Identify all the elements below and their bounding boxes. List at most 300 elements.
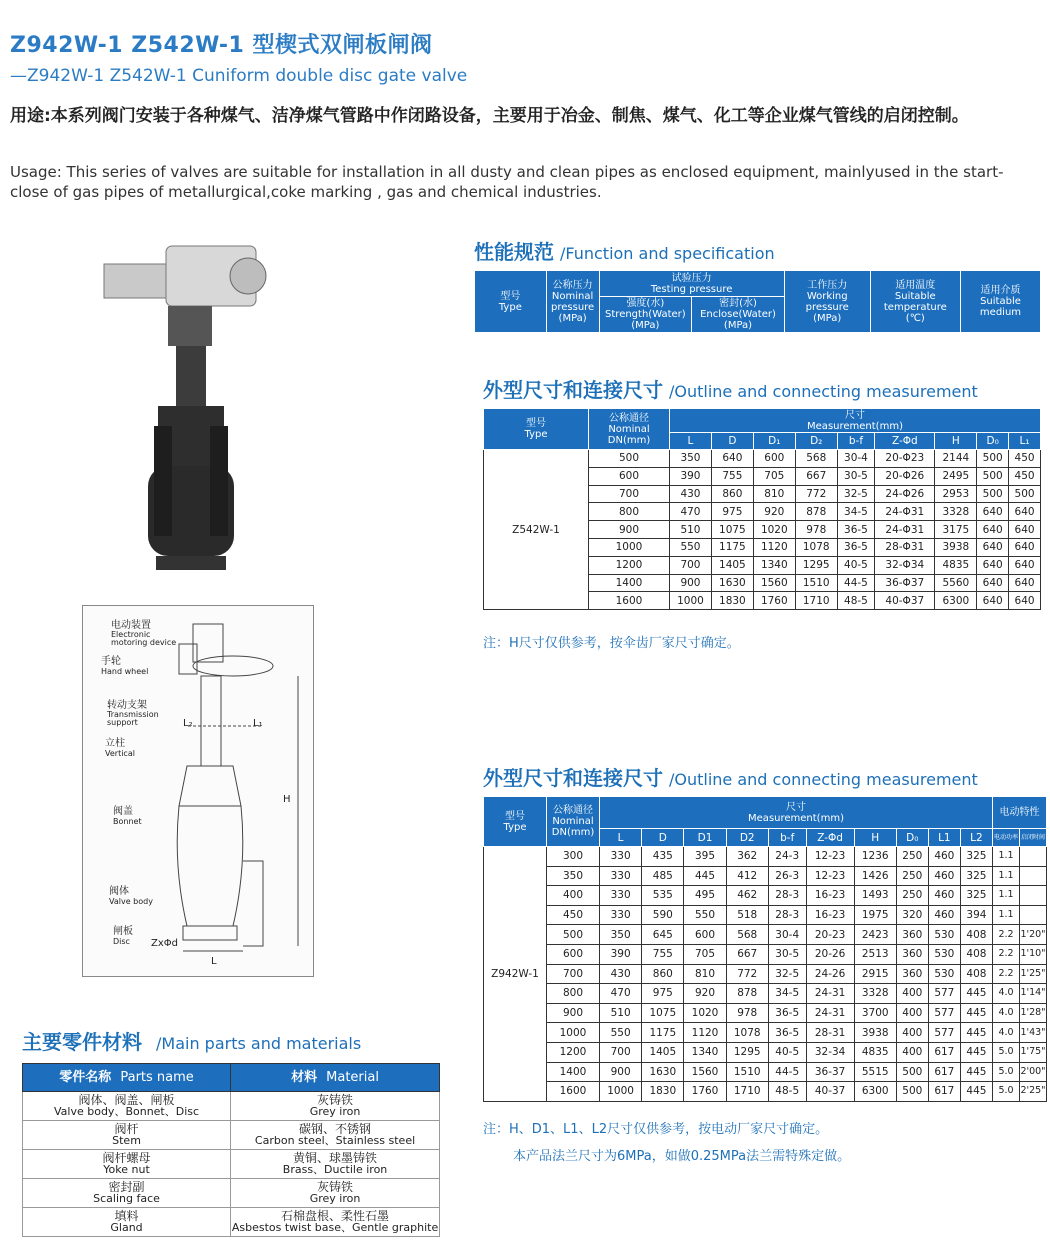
table-cell: 975: [711, 503, 753, 521]
table-cell: 44-5: [837, 574, 875, 592]
table-cell: 4.0: [993, 984, 1020, 1004]
part-name-cell: [23, 1150, 231, 1179]
table-cell: 1200: [547, 1042, 600, 1062]
part-material-cell: [231, 1150, 440, 1179]
table-cell: 590: [642, 905, 684, 925]
table-cell: 530: [928, 925, 960, 945]
material-cn: 黄铜、球墨铸铁: [293, 1151, 378, 1165]
outline2-subcol: L1: [928, 829, 960, 847]
table-cell: 772: [726, 964, 768, 984]
spec-col-medium: 适用介质 Suitable medium: [960, 271, 1040, 333]
table-cell: 445: [960, 1062, 992, 1082]
table-cell: 362: [726, 847, 768, 867]
table-cell: 500: [977, 467, 1009, 485]
table-cell: 36-5: [837, 521, 875, 539]
table-cell: 2495: [935, 467, 977, 485]
table-row: [484, 1042, 1047, 1062]
table-cell: 1'14": [1020, 984, 1047, 1004]
outline2-subcol: D: [642, 829, 684, 847]
table-cell: 550: [670, 538, 712, 556]
part-name-cell: [23, 1179, 231, 1208]
outline1-note: 注：H尺寸仅供参考，按伞齿厂家尺寸确定。: [483, 636, 740, 651]
table-cell: 1710: [795, 592, 837, 610]
table-cell: 640: [711, 450, 753, 468]
outline2-col-elec: 电动特性: [993, 797, 1047, 829]
material-en: Grey iron: [309, 1192, 361, 1205]
table-cell: 24-Φ31: [875, 521, 935, 539]
table-cell: 530: [928, 964, 960, 984]
table-cell: 350: [670, 450, 712, 468]
table-cell: 3938: [935, 538, 977, 556]
table-cell: 1120: [684, 1023, 726, 1043]
table-cell: 3328: [854, 984, 896, 1004]
spec-col-strength: 强度(水) Strength(Water) (MPa): [599, 297, 692, 333]
table-cell: 1'20": [1020, 925, 1047, 945]
outline2-subcol: D1: [684, 829, 726, 847]
table-cell: 878: [726, 984, 768, 1004]
outline1-subcol: L: [670, 433, 712, 450]
outline1-subcol: b-f: [837, 433, 875, 450]
outline2-table: [483, 796, 1047, 1102]
table-cell: 640: [977, 503, 1009, 521]
table-row: [23, 1208, 440, 1237]
outline2-subcol: b-f: [768, 829, 806, 847]
table-row: [484, 1082, 1047, 1102]
part-material-cell: [231, 1179, 440, 1208]
outline2-subcol: H: [854, 829, 896, 847]
table-cell: 5.0: [993, 1042, 1020, 1062]
table-cell: 772: [795, 485, 837, 503]
part-name-cn: 密封副: [108, 1180, 145, 1194]
table-cell: 32-34: [806, 1042, 854, 1062]
table-row: [484, 964, 1047, 984]
label-disc: 闸板 Disc: [113, 926, 133, 946]
table-row: [23, 1150, 440, 1179]
table-cell: 4.0: [993, 1023, 1020, 1043]
table-cell: 1400: [547, 1062, 600, 1082]
table-row: [23, 1179, 440, 1208]
page-subtitle: —Z942W-1 Z542W-1 Cuniform double disc gate valve: [10, 66, 468, 86]
table-cell: 878: [795, 503, 837, 521]
table-cell: 40-5: [768, 1042, 806, 1062]
part-name-cn: 填料: [114, 1209, 139, 1223]
table-cell: 500: [896, 1082, 928, 1102]
table-cell: 1000: [600, 1082, 642, 1102]
table-cell: 510: [670, 521, 712, 539]
table-cell: 3700: [854, 1003, 896, 1023]
table-cell: 24-Φ31: [875, 503, 935, 521]
table-cell: 500: [547, 925, 600, 945]
table-cell: 900: [547, 1003, 600, 1023]
parts-col-material: 材料 Material: [231, 1064, 440, 1092]
table-cell: 34-5: [768, 984, 806, 1004]
table-cell: 12-23: [806, 866, 854, 886]
part-name-cn: 阀体、阀盖、闸板: [78, 1093, 175, 1107]
table-row: [484, 905, 1047, 925]
table-cell: 1510: [795, 574, 837, 592]
table-row: [484, 1003, 1047, 1023]
table-cell: 810: [684, 964, 726, 984]
table-cell: 330: [600, 886, 642, 906]
table-cell: 1600: [547, 1082, 600, 1102]
table-cell: 395: [684, 847, 726, 867]
outline2-elec-subcol: 启闭时间: [1020, 829, 1047, 847]
table-cell: 810: [753, 485, 795, 503]
outline1-col-meas: 尺寸 Measurement(mm): [670, 409, 1041, 433]
part-name-en: Valve body、Bonnet、Disc: [54, 1105, 200, 1118]
table-cell: 640: [1009, 574, 1041, 592]
table-cell: 667: [795, 467, 837, 485]
table-cell: 360: [896, 964, 928, 984]
table-cell: 30-5: [837, 467, 875, 485]
table-cell: 445: [960, 984, 992, 1004]
table-cell: 500: [977, 450, 1009, 468]
table-cell: 645: [642, 925, 684, 945]
part-name-cell: [23, 1208, 231, 1237]
material-en: Brass、Ductile iron: [282, 1163, 388, 1176]
table-cell: 2.2: [993, 944, 1020, 964]
part-name-en: Scaling face: [93, 1192, 160, 1205]
valve-drawing: [82, 605, 314, 977]
table-cell: 4835: [854, 1042, 896, 1062]
table-cell: 5560: [935, 574, 977, 592]
table-cell: 1340: [753, 556, 795, 574]
table-cell: 400: [896, 1042, 928, 1062]
table-cell: 640: [1009, 592, 1041, 610]
table-cell: 350: [547, 866, 600, 886]
table-cell: 975: [642, 984, 684, 1004]
table-cell: 445: [960, 1003, 992, 1023]
table-cell: 2953: [935, 485, 977, 503]
spec-col-pressure: 公称压力 Nominal pressure (MPa): [546, 271, 599, 333]
material-cn: 石棉盘根、柔性石墨: [281, 1209, 390, 1223]
table-cell: 978: [726, 1003, 768, 1023]
table-cell: 1405: [711, 556, 753, 574]
table-cell: 30-5: [768, 944, 806, 964]
outline1-subcol: L₁: [1009, 433, 1041, 450]
parts-heading: 主要零件材料 /Main parts and materials: [22, 1030, 362, 1054]
table-row: [484, 1023, 1047, 1043]
table-cell: 48-5: [837, 592, 875, 610]
spec-col-type: 型号 Type: [475, 271, 547, 333]
outline1-subcol: H: [935, 433, 977, 450]
table-cell: 800: [547, 984, 600, 1004]
spec-col-seal: 密封(水) Enclose(Water) (MPa): [692, 297, 785, 333]
table-cell: 518: [726, 905, 768, 925]
table-cell: 705: [753, 467, 795, 485]
table-cell: 500: [1009, 485, 1041, 503]
outline1-subcol: D₂: [795, 433, 837, 450]
table-cell: 535: [642, 886, 684, 906]
table-cell: 36-37: [806, 1062, 854, 1082]
table-cell: 1175: [642, 1023, 684, 1043]
outline2-subcol: L: [600, 829, 642, 847]
table-cell: 48-5: [768, 1082, 806, 1102]
table-cell: 495: [684, 886, 726, 906]
table-cell: 450: [1009, 450, 1041, 468]
outline1-subcol: D₀: [977, 433, 1009, 450]
table-cell: 1295: [795, 556, 837, 574]
table-cell: 250: [896, 866, 928, 886]
table-cell: 44-5: [768, 1062, 806, 1082]
table-cell: 1400: [589, 574, 670, 592]
label-l1: L₁: [253, 718, 263, 729]
label-handwheel: 手轮 Hand wheel: [101, 656, 149, 676]
table-cell: 1560: [753, 574, 795, 592]
table-cell: 400: [896, 1023, 928, 1043]
outline2-subcol: L2: [960, 829, 992, 847]
outline1-subcol: D₁: [753, 433, 795, 450]
table-cell: 920: [753, 503, 795, 521]
table-cell: 20-26: [806, 944, 854, 964]
table-cell: 640: [1009, 503, 1041, 521]
table-cell: 32-5: [837, 485, 875, 503]
table-cell: 430: [670, 485, 712, 503]
table-cell: 4835: [935, 556, 977, 574]
outline2-note2: 本产品法兰尺寸为6MPa，如做0.25MPa法兰需特殊定做。: [513, 1149, 851, 1164]
table-cell: 1175: [711, 538, 753, 556]
table-cell: 1000: [589, 538, 670, 556]
table-cell: 640: [977, 574, 1009, 592]
outline1-subcol: D: [711, 433, 753, 450]
table-cell: 5.0: [993, 1062, 1020, 1082]
table-cell: 568: [795, 450, 837, 468]
table-cell: 28-31: [806, 1023, 854, 1043]
outline1-subcol: Z-Φd: [875, 433, 935, 450]
table-cell: 577: [928, 1023, 960, 1043]
part-name-en: Yoke nut: [103, 1163, 150, 1176]
table-cell: 325: [960, 886, 992, 906]
table-cell: 2915: [854, 964, 896, 984]
table-cell: 2'00": [1020, 1062, 1047, 1082]
table-cell: 1760: [753, 592, 795, 610]
table-cell: 408: [960, 944, 992, 964]
spec-heading: 性能规范 /Function and specification: [474, 240, 775, 264]
part-name-en: Stem: [112, 1134, 141, 1147]
table-cell: 1075: [711, 521, 753, 539]
table-cell: 510: [600, 1003, 642, 1023]
table-cell: 330: [600, 866, 642, 886]
table-cell: 617: [928, 1042, 960, 1062]
table-cell: 640: [977, 592, 1009, 610]
table-cell: 1000: [670, 592, 712, 610]
table-cell: 800: [589, 503, 670, 521]
table-cell: 1.1: [993, 866, 1020, 886]
part-material-cell: [231, 1092, 440, 1121]
table-cell: 1200: [589, 556, 670, 574]
table-cell: 500: [589, 450, 670, 468]
table-cell: 24-31: [806, 1003, 854, 1023]
table-cell: 325: [960, 847, 992, 867]
table-cell: 30-4: [837, 450, 875, 468]
table-cell: 408: [960, 964, 992, 984]
material-cn: 灰铸铁: [317, 1180, 354, 1194]
table-cell: 640: [977, 556, 1009, 574]
label-h: H: [283, 794, 291, 805]
table-cell: 1020: [684, 1003, 726, 1023]
table-cell: 550: [684, 905, 726, 925]
table-cell: 700: [589, 485, 670, 503]
table-cell: 755: [711, 467, 753, 485]
part-name-cell: [23, 1092, 231, 1121]
table-cell: 12-23: [806, 847, 854, 867]
parts-table: [22, 1063, 440, 1237]
table-cell: 600: [753, 450, 795, 468]
material-cn: 碳钢、不锈钢: [299, 1122, 372, 1136]
table-cell: [1020, 866, 1047, 886]
table-cell: 1600: [589, 592, 670, 610]
table-cell: 1120: [753, 538, 795, 556]
table-cell: 325: [960, 866, 992, 886]
table-cell: 36-Φ37: [875, 574, 935, 592]
table-cell: 6300: [854, 1082, 896, 1102]
table-cell: 24-26: [806, 964, 854, 984]
table-cell: 1078: [726, 1023, 768, 1043]
table-cell: 24-31: [806, 984, 854, 1004]
table-row: [484, 925, 1047, 945]
table-cell: 900: [670, 574, 712, 592]
table-cell: 1'28": [1020, 1003, 1047, 1023]
table-row: [484, 1062, 1047, 1082]
outline1-col-type: 型号 Type: [484, 409, 589, 450]
table-cell: 1.1: [993, 905, 1020, 925]
table-cell: 435: [642, 847, 684, 867]
table-cell: 1405: [642, 1042, 684, 1062]
outline2-subcol: D2: [726, 829, 768, 847]
table-cell: 460: [928, 847, 960, 867]
outline2-subcol: Z-Φd: [806, 829, 854, 847]
table-cell: 577: [928, 984, 960, 1004]
table-cell: 2'25": [1020, 1082, 1047, 1102]
table-cell: 450: [1009, 467, 1041, 485]
table-cell: 1510: [726, 1062, 768, 1082]
table-cell: 600: [547, 944, 600, 964]
table-cell: 640: [1009, 521, 1041, 539]
label-support: 转动支架 Transmission support: [107, 700, 159, 727]
table-cell: 550: [600, 1023, 642, 1043]
table-cell: 920: [684, 984, 726, 1004]
table-cell: 32-Φ34: [875, 556, 935, 574]
table-cell: 445: [960, 1023, 992, 1043]
spec-col-working: 工作压力 Working pressure (MPa): [784, 271, 870, 333]
spec-table: [474, 270, 1041, 333]
outline1-table: [483, 408, 1041, 610]
table-cell: 24-3: [768, 847, 806, 867]
table-cell: 1830: [642, 1082, 684, 1102]
label-bonnet: 阀盖 Bonnet: [113, 806, 142, 826]
table-cell: 250: [896, 886, 928, 906]
table-cell: 6300: [935, 592, 977, 610]
table-cell: 320: [896, 905, 928, 925]
outline2-col-type: 型号 Type: [484, 797, 547, 847]
table-cell: 2144: [935, 450, 977, 468]
outline1-col-dn: 公称通径 Nominal DN(mm): [589, 409, 670, 450]
table-cell: 700: [600, 1042, 642, 1062]
table-cell: 1630: [711, 574, 753, 592]
table-cell: 640: [977, 521, 1009, 539]
table-cell: 36-5: [768, 1023, 806, 1043]
table-cell: 617: [928, 1082, 960, 1102]
table-cell: 460: [928, 866, 960, 886]
table-cell: 360: [896, 944, 928, 964]
table-cell: [1020, 905, 1047, 925]
table-cell: 2513: [854, 944, 896, 964]
outline2-note1: 注：H、D1、L1、L2尺寸仅供参考，按电动厂家尺寸确定。: [483, 1122, 829, 1137]
table-cell: 617: [928, 1062, 960, 1082]
table-cell: 350: [600, 925, 642, 945]
usage-cn: 用途:本系列阀门安装于各种煤气、洁净煤气管路中作闭路设备，主要用于冶金、制焦、煤气、化工等企业煤气管线的启闭控制。: [10, 106, 969, 126]
table-cell: 1'43": [1020, 1023, 1047, 1043]
table-cell: 530: [928, 944, 960, 964]
table-cell: 1295: [726, 1042, 768, 1062]
table-row: [484, 984, 1047, 1004]
table-cell: 412: [726, 866, 768, 886]
table-cell: 445: [684, 866, 726, 886]
label-zd: ZxΦd: [151, 938, 178, 949]
table-cell: 2.2: [993, 925, 1020, 945]
table-cell: 1078: [795, 538, 837, 556]
table-cell: 640: [977, 538, 1009, 556]
table-row: [484, 866, 1047, 886]
table-cell: 300: [547, 847, 600, 867]
table-cell: 1.1: [993, 847, 1020, 867]
table-cell: 1'75": [1020, 1042, 1047, 1062]
part-name-cell: [23, 1121, 231, 1150]
material-cn: 灰铸铁: [317, 1093, 354, 1107]
table-cell: 900: [589, 521, 670, 539]
outline1-model-cell: Z542W-1: [484, 450, 589, 610]
part-name-en: Gland: [110, 1221, 143, 1234]
table-cell: 1000: [547, 1023, 600, 1043]
table-cell: 3328: [935, 503, 977, 521]
table-row: [484, 847, 1047, 867]
table-cell: 1560: [684, 1062, 726, 1082]
outline2-col-meas: 尺寸 Measurement(mm): [600, 797, 993, 829]
table-cell: 400: [896, 1003, 928, 1023]
outline1-heading: 外型尺寸和连接尺寸 /Outline and connecting measurement: [483, 378, 978, 402]
table-cell: 5.0: [993, 1082, 1020, 1102]
table-cell: 3938: [854, 1023, 896, 1043]
table-cell: 470: [670, 503, 712, 521]
table-cell: 28-Φ31: [875, 538, 935, 556]
table-cell: 640: [1009, 556, 1041, 574]
table-cell: 485: [642, 866, 684, 886]
table-cell: 250: [896, 847, 928, 867]
table-cell: 1'10": [1020, 944, 1047, 964]
table-cell: [1020, 847, 1047, 867]
spec-col-test: 试验压力 Testing pressure: [599, 271, 784, 297]
table-cell: 20-Φ26: [875, 467, 935, 485]
table-cell: 462: [726, 886, 768, 906]
table-cell: 1236: [854, 847, 896, 867]
part-material-cell: [231, 1208, 440, 1237]
table-cell: 460: [928, 886, 960, 906]
table-cell: 1340: [684, 1042, 726, 1062]
table-cell: 30-4: [768, 925, 806, 945]
table-cell: 600: [589, 467, 670, 485]
valve-photo: [96, 236, 286, 596]
table-row: [23, 1121, 440, 1150]
table-cell: 1.1: [993, 886, 1020, 906]
table-cell: 408: [960, 925, 992, 945]
table-cell: 3175: [935, 521, 977, 539]
table-cell: 900: [600, 1062, 642, 1082]
table-cell: 390: [600, 944, 642, 964]
table-cell: 500: [977, 485, 1009, 503]
table-cell: 390: [670, 467, 712, 485]
table-cell: 330: [600, 847, 642, 867]
table-cell: 1630: [642, 1062, 684, 1082]
